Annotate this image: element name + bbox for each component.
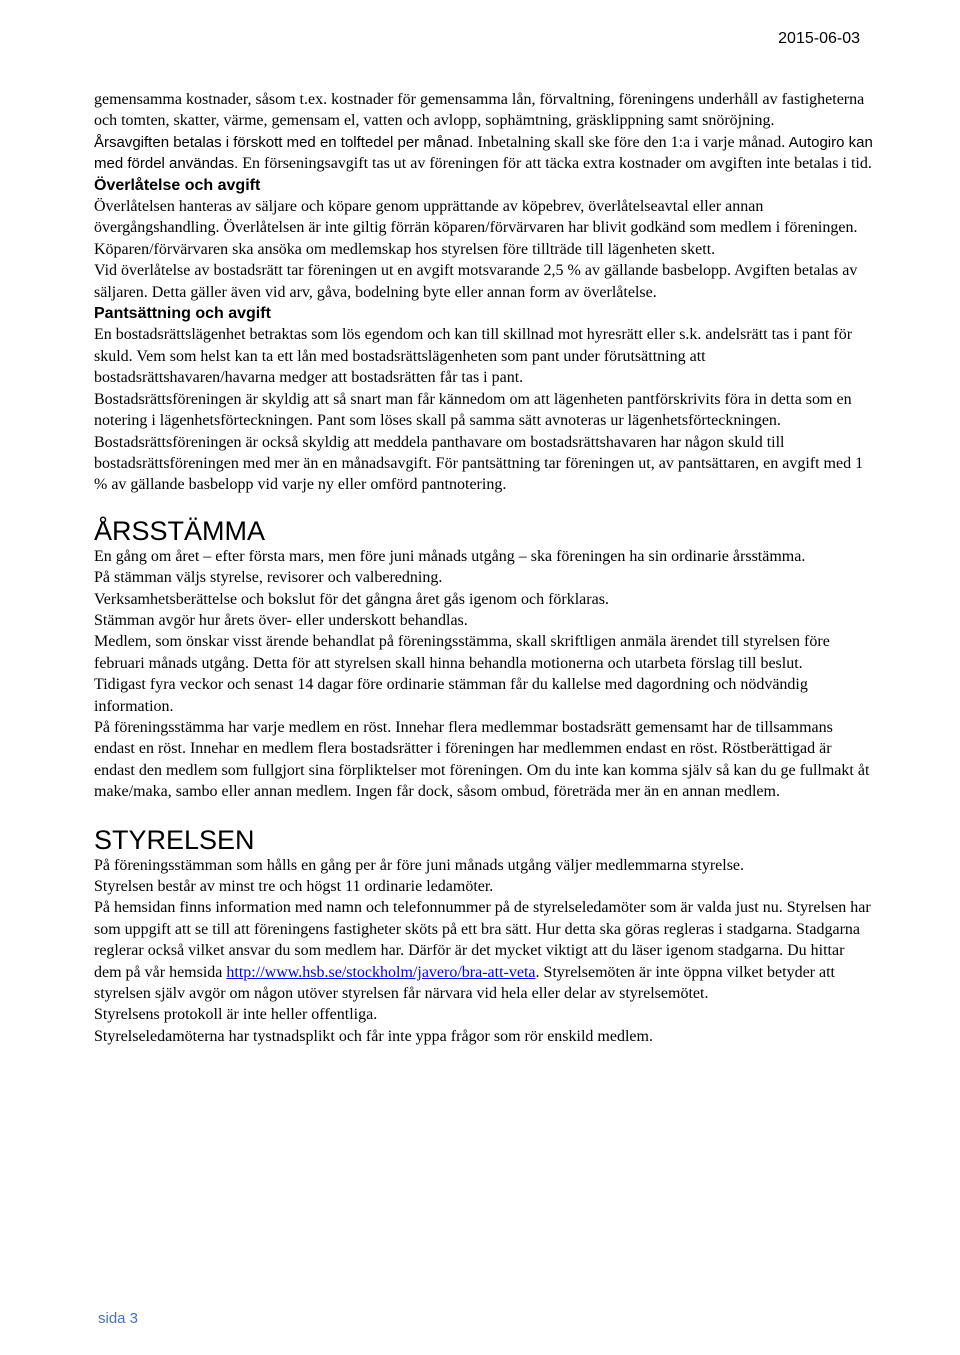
arsstamma-paragraph: Medlem, som önskar visst ärende behandlat på föreningsstämma, skall skriftligen anmäla ärendet till styrelsen före februari månads utgång. Detta för att styrelsen skall hinna behandla motionerna och utarbeta förslag till beslut. xyxy=(94,633,830,672)
styrelsen-paragraph-1: På föreningsstämman som hålls en gång per år före juni månads utgång väljer medlemmarna styrelse. xyxy=(94,856,745,874)
page-content xyxy=(94,89,874,1047)
arsstamma-heading: ÅRSSTÄMMA xyxy=(94,515,266,546)
arsstamma-paragraph: På stämman väljs styrelse, revisorer och valberedning. xyxy=(94,569,443,587)
payment-paragraph xyxy=(94,132,874,175)
styrelsen-paragraph-2: Styrelsen består av minst tre och högst 11 ordinarie ledamöter. xyxy=(94,878,494,895)
payment-text-serif: Inbetalning skall ske före den 1:a i varje månad. xyxy=(473,133,786,151)
hsb-website-link[interactable]: http://www.hsb.se/stockholm/javero/bra-att-veta xyxy=(226,963,536,981)
styrelsen-heading: STYRELSEN xyxy=(94,824,255,855)
styrelsen-text-before-link: På hemsidan finns information med namn och telefonnummer på de styrelseledamöter som är valda just nu. Styrelsen har som uppgift att se till att föreningens fastigheter sköts på ett bra sätt. Hur detta ska göras regleras i stadgarna. Stadgarna reglerar också vilket ansvar du som medlem har. Därför är det mycket viktigt att du läser igenom stadgarna. Du hittar dem på vår hemsida xyxy=(94,899,871,981)
arsstamma-paragraph: På föreningsstämma har varje medlem en röst. Innehar flera medlemmar bostadsrätt gemensamt har de tillsammans endast en röst. Innehar en medlem flera bostadsrätter i föreningen har medlemmen endast en röst. Röstberättigad är endast den medlem som fullgjort sina förpliktelser mot föreningen. Om du inte kan komma själv så kan du ge fullmakt åt make/maka, sambo eller annan medlem. Ingen får dock, såsom ombud, företräda mer än en annan medlem. xyxy=(94,718,870,801)
styrelsen-text-after-link: . Styrelsemöten är inte öppna vilket betyder att styrelsen själv avgör om någon utöver styrelsen får närvara vid hela eller delar av styrelsemötet. xyxy=(94,963,835,1003)
overlatelse-paragraph-2: Vid överlåtelse av bostadsrätt tar föreningen ut en avgift motsvarande 2,5 % av gällande basbelopp. Avgiften betalas av säljaren. Detta gäller även vid arv, gåva, bodelning byte eller annan form av överlåtelse. xyxy=(94,262,858,301)
arsstamma-paragraph: Verksamhetsberättelse och bokslut för det gångna året gås igenom och förklaras. xyxy=(94,590,609,608)
payment-text-sans: Årsavgiften betalas i förskott med en tolftedel per månad. xyxy=(94,133,474,151)
late-fee-text: En förseningsavgift tas ut av föreningen för att täcka extra kostnader om avgiften inte betalas i tid. xyxy=(238,155,872,173)
styrelsen-paragraph-3 xyxy=(94,897,874,1004)
fee-paragraph: gemensamma kostnader, såsom t.ex. kostnader för gemensamma lån, förvaltning, föreningens underhåll av fastigheterna och tomten, skatter, värme, gemensam el, vatten och avlopp, sophämtning, gräsklippning samt snöröjning. xyxy=(94,91,865,130)
header-date: 2015-06-03 xyxy=(778,30,860,47)
arsstamma-paragraph: Tidigast fyra veckor och senast 14 dagar före ordinarie stämman får du kallelse med dagordning och nödvändig information. xyxy=(94,676,808,715)
arsstamma-paragraph: En gång om året – efter första mars, men före juni månads utgång – ska föreningen ha sin ordinarie årsstämma. xyxy=(94,547,806,565)
pantsattning-paragraph-1: En bostadsrättslägenhet betraktas som lös egendom och kan till skillnad mot hyresrätt eller s.k. andelsrätt tas i pant för skuld. Vem som helst kan ta ett lån med bostadsrättslägenheten som pant under förutsättning att bostadsrättshavaren/havarna medger att bostadsrätten får tas i pant. xyxy=(94,326,853,387)
overlatelse-paragraph-1: Överlåtelsen hanteras av säljare och köpare genom upprättande av köpebrev, överlåtelseavtal eller annan övergångshandling. Överlåtelsen är inte giltig förrän köparen/förvärvaren har blivit godkänd som medlem i föreningen. Köparen/förvärvaren ska ansöka om medlemskap hos styrelsen före tillträde till lägenheten skett. xyxy=(94,198,858,258)
pantsattning-heading: Pantsättning och avgift xyxy=(94,305,271,323)
page-number: sida 3 xyxy=(98,1310,139,1327)
arsstamma-paragraph: Stämman avgör hur årets över- eller underskott behandlas. xyxy=(94,611,468,629)
overlatelse-heading: Överlåtelse och avgift xyxy=(94,176,261,194)
styrelsen-paragraph-4: Styrelsens protokoll är inte heller offentliga. xyxy=(94,1006,378,1024)
pantsattning-paragraph-2: Bostadsrättsföreningen är skyldig att så snart man får kännedom om att lägenheten pantförskrivits föra in detta som en notering i lägenhetsförteckningen. Pant som löses skall på samma sätt avnoteras ur lägenhetsförteckningen. Bostadsrättsföreningen är också skyldig att meddela panthavare om bostadsrättshavaren har någon skuld till bostadsrättsföreningen med mer än en månadsavgift. För pantsättning tar föreningen ut, av pantsättaren, en avgift med 1 % av gällande basbelopp vid varje ny eller omförd pantnotering. xyxy=(94,390,864,494)
styrelsen-paragraph-5: Styrelseledamöterna har tystnadsplikt och får inte yppa frågor som rör enskild medlem. xyxy=(94,1027,653,1045)
autogiro-text: Autogiro kan med fördel användas. xyxy=(94,133,873,173)
